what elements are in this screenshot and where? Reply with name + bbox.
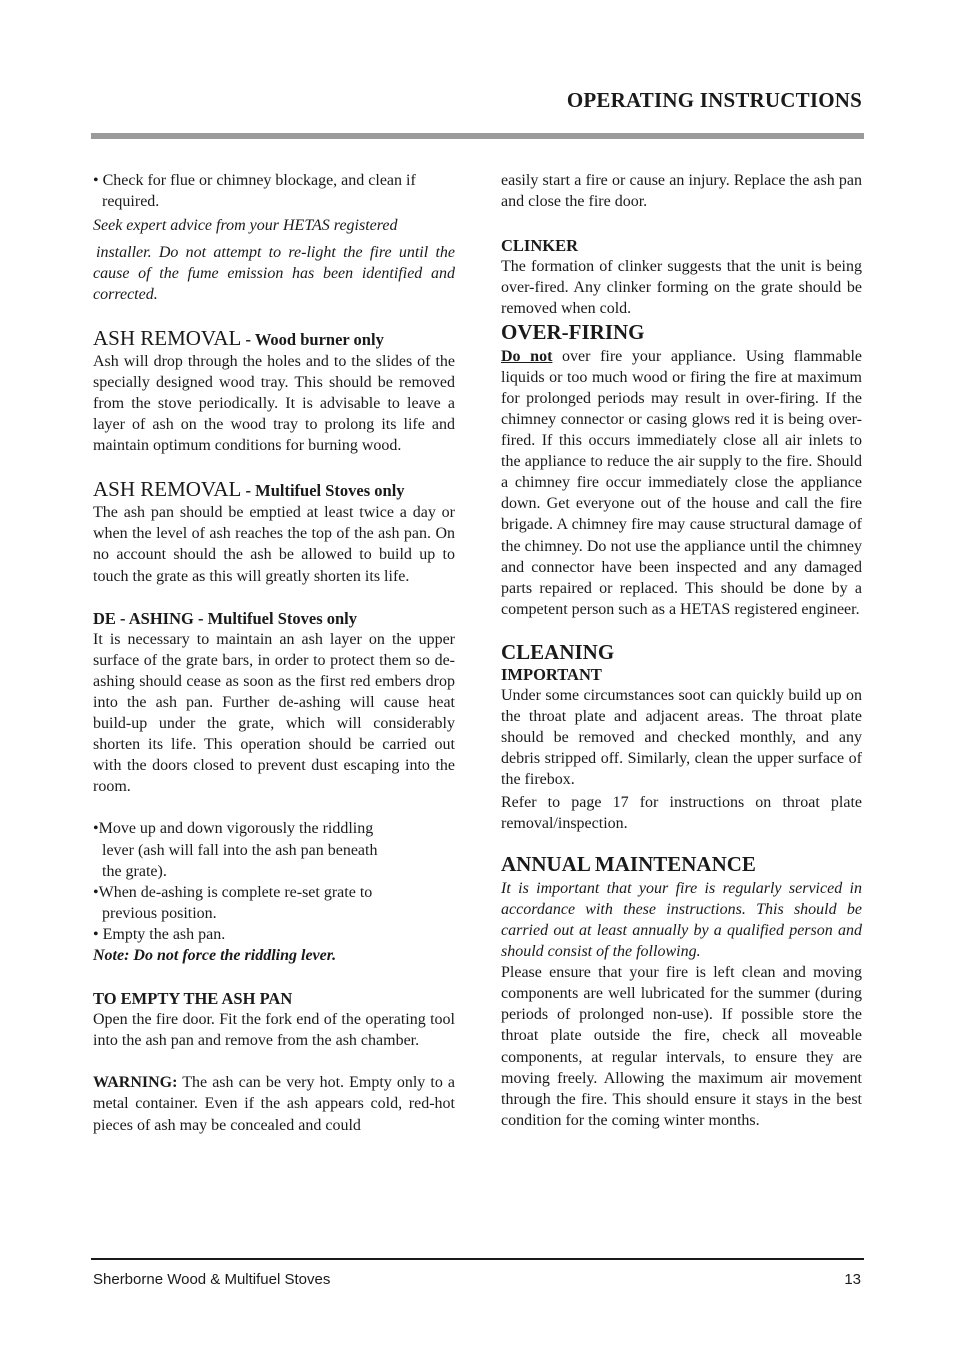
footer-page-number: 13: [844, 1271, 861, 1288]
annual-maintenance-body: Please ensure that your fire is left clean and moving components are well lubricated for the summer (during periods of prolonged non-use). If possible store the throat plate outside the fire, check all moveable components, at regular intervals, to ensure they are moving freely. Allowing the maximum air movement through the fire. This should ensure it stays in the best condition for the coming winter months.: [501, 964, 862, 1129]
warning-continued: easily start a fire or cause an injury. Replace the ash pan and close the fire door.: [501, 172, 862, 211]
bullet-empty: • Empty the ash pan.: [93, 925, 226, 943]
important-heading: IMPORTANT: [501, 664, 602, 684]
bullet-reset-1: •When de-ashing is complete re-set grate to: [93, 883, 373, 901]
warning-body: The ash can be very hot. Empty only to a metal container. Even if the ash appears cold, red-hot pieces of ash may be concealed and could: [93, 1074, 455, 1134]
over-firing-text: over fire your appliance. Using flammable liquids or too much wood or firing the fire at maximum for prolonged periods may result in over-firing. If the chimney connector or casing glows red it is being over-fired. If this occurs immediately close all air inlets to the appliance to reduce the air supply to the fire. Should a chimney fire occur immediately close the appliance down. Get everyone out of the house and call the fire brigade. A chimney fire may cause structural damage of the chimney. Do not use the appliance until the chimney and connector have been inspected and any damaged parts repaired or replaced. This should be done by a competent person such as a HETAS registered engineer.: [501, 347, 863, 618]
left-column: [93, 170, 455, 1136]
ash-removal-wood-subtitle: - Wood burner only: [241, 329, 384, 349]
cleaning-body: Under some circumstances soot can quickly build up on the throat plate and adjacent areas. The throat plate should be removed and checked monthly, and any debris stripped off. Similarly, clean the upper surface of the firebox.: [501, 687, 862, 789]
do-not-emphasis: Do not: [501, 347, 553, 365]
riddling-note: Note: Do not force the riddling lever.: [93, 947, 337, 964]
expert-advice-text: installer. Do not attempt to re-light the fire until the cause of the fume emission has been identified and corrected.: [93, 244, 455, 304]
bullet-check-flue-cont: required.: [102, 193, 160, 211]
footer-document-title: Sherborne Wood & Multifuel Stoves: [93, 1271, 331, 1288]
bullet-move-2: lever (ash will fall into the ash pan beneath: [102, 841, 378, 859]
bullet-check-flue: • Check for flue or chimney blockage, and clean if: [93, 172, 416, 189]
ash-removal-multi-heading: [93, 479, 455, 502]
annual-maintenance-heading: ANNUAL MAINTENANCE: [501, 851, 756, 876]
cleaning-refer: Refer to page 17 for instructions on throat plate removal/inspection.: [501, 793, 862, 832]
cleaning-heading: CLEANING: [501, 639, 615, 664]
ash-removal-multi-body: The ash pan should be emptied at least twice a day or when the level of ash reaches the top of the ash pan. On no account should the ash be allowed to build up to touch the grate as this will greatly shorten its life.: [93, 504, 455, 585]
deashing-body: It is necessary to maintain an ash layer on the upper surface of the grate bars, in order to protect them so de-ashing should cease as soon as the first red embers drop into the ash pan. Further de-ashing will cause heat build-up under the grate, which will considerably shorten its life. This operation should be carried out with the doors closed to prevent dust escaping into the room.: [93, 630, 455, 796]
empty-ash-pan-heading: TO EMPTY THE ASH PAN: [93, 989, 293, 1009]
over-firing-heading: OVER-FIRING: [501, 319, 645, 344]
header-rule: [91, 133, 864, 139]
ash-removal-wood-heading: [93, 325, 455, 351]
page-header-title: OPERATING INSTRUCTIONS: [566, 88, 862, 112]
bullet-reset-2: previous position.: [102, 904, 217, 922]
deashing-heading: DE - ASHING - Multifuel Stoves only: [93, 608, 358, 628]
bullet-move-3: the grate).: [102, 862, 167, 880]
right-column: [501, 170, 862, 1131]
ash-removal-wood-body: Ash will drop through the holes and to the slides of the specially designed wood tray. This should be removed from the stove periodically. It is advisable to leave a layer of ash on the wood tray to prolong its life and maintain optimum conditions for burning wood.: [93, 352, 455, 455]
clinker-body: The formation of clinker suggests that the unit is being over-fired. Any clinker forming on the grate should be removed when cold.: [501, 258, 862, 318]
warning-label: WARNING:: [93, 1074, 178, 1092]
expert-advice-line: Seek expert advice from your HETAS registered: [93, 217, 398, 235]
ash-removal-wood-title: ASH REMOVAL: [93, 325, 242, 350]
footer-rule: [91, 1258, 864, 1260]
empty-ash-pan-body: Open the fire door. Fit the fork end of the operating tool into the ash pan and remove from the ash chamber.: [93, 1011, 455, 1050]
warning-paragraph: [93, 1072, 455, 1135]
clinker-heading: CLINKER: [501, 236, 579, 256]
ash-removal-multi-subtitle: - Multifuel Stoves only: [241, 481, 405, 501]
bullet-move-1: •Move up and down vigorously the riddling: [93, 820, 374, 838]
ash-removal-multi-title: ASH REMOVAL: [93, 477, 242, 502]
over-firing-body: [501, 346, 862, 620]
annual-maintenance-intro: It is important that your fire is regularly serviced in accordance with these instructions. This should be carried out at least annually by a qualified person and should consist of the following.: [501, 879, 862, 961]
